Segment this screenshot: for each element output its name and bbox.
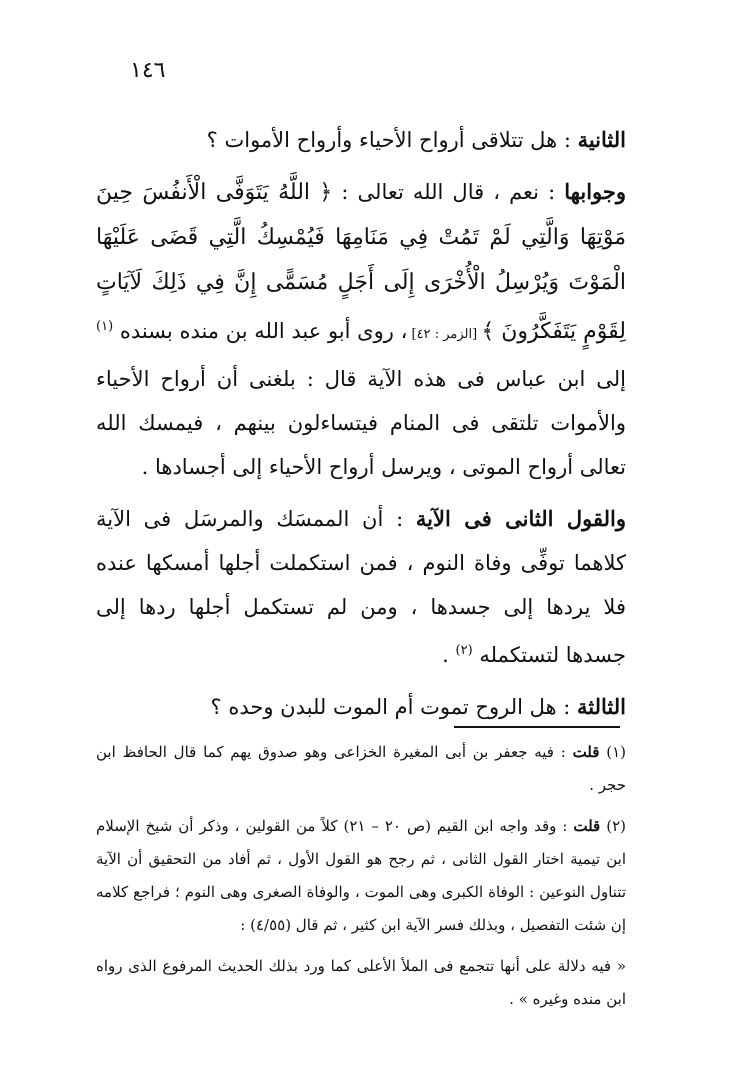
- footnote-label: قلت: [573, 817, 601, 835]
- answer-paragraph: [96, 170, 626, 489]
- verse-reference: [الزمر : ٤٢]: [407, 327, 482, 342]
- footnote-number: (١): [606, 743, 626, 761]
- second-opinion-paragraph: [96, 497, 626, 677]
- footnote-marker-2[interactable]: (٢): [455, 643, 473, 658]
- answer-after-reference: ، روى أبو عبد الله بن منده بسنده: [113, 319, 408, 343]
- footnote-quote: [96, 950, 626, 1016]
- question-three-label: الثالثة: [577, 694, 626, 719]
- footnote-number: (٢): [606, 817, 626, 835]
- footnote-2: [96, 810, 626, 942]
- footnote-label: قلت: [572, 743, 600, 761]
- answer-label: وجوابها: [564, 179, 626, 204]
- question-two-paragraph: [96, 118, 626, 162]
- footnotes: [96, 736, 626, 1016]
- main-text: [96, 118, 626, 729]
- question-two-label: الثانية: [577, 127, 626, 152]
- footnote-text: : فيه جعفر بن أبى المغيرة الخزاعى وهو صدوق يهم كما قال الحافظ ابن حجر .: [96, 743, 626, 794]
- question-three-paragraph: [96, 685, 626, 729]
- question-three-text: : هل الروح تموت أم الموت للبدن وحده ؟: [210, 695, 578, 719]
- second-opinion-label: والقول الثانى فى الآية: [415, 506, 626, 531]
- quran-verse: ﴿ اللَّهُ يَتَوَفَّى الْأَنفُسَ حِينَ مَوْتِهَا وَالَّتِي لَمْ تَمُتْ فِي مَنَامِهَا فَيُمْسِكُ الَّتِي قَضَى عَلَيْهَا الْمَوْتَ وَيُرْسِلُ الْأُخْرَى إِلَى أَجَلٍ مُسَمًّى إِنَّ فِي ذَلِكَ لَآيَاتٍ لِقَوْمٍ يَتَفَكَّرُونَ ﴾: [96, 180, 626, 344]
- footnote-quote-text: « فيه دلالة على أنها تتجمع فى الملأ الأعلى كما ورد بذلك الحديث المرفوع الذى رواه ابن منده وغيره » .: [96, 957, 626, 1008]
- page-number: ١٤٦: [130, 58, 166, 83]
- footnote-separator: [454, 726, 620, 728]
- footnote-text: : وقد واجه ابن القيم (ص ٢٠ – ٢١) كلاً من القولين ، وذكر أن شيخ الإسلام ابن تيمية اختار القول الثانى ، ثم رجح هو القول الأول ، ثم أفاد من التحقيق أن الآية تتناول النوعين : الوفاة الكبرى وهى الموت ، والوفاة الصغرى وهى النوم ؛ فراجع كلامه إن شئت التفصيل ، وبذلك فسر الآية ابن كثير ، ثم قال (٤/٥٥) :: [96, 817, 626, 934]
- answer-rest: إلى ابن عباس فى هذه الآية قال : بلغنى أن أرواح الأحياء والأموات تلتقى فى المنام فيتساءلون بينهم ، فيمسك الله تعالى أرواح الموتى ، ويرسل أرواح الأحياء إلى أجسادها .: [96, 367, 626, 479]
- answer-intro: : نعم ، قال الله تعالى :: [332, 180, 565, 204]
- second-opinion-end: .: [442, 643, 456, 667]
- question-two-text: : هل تتلاقى أرواح الأحياء وأرواح الأموات ؟: [206, 128, 578, 152]
- footnote-1: [96, 736, 626, 802]
- footnote-marker-1[interactable]: (١): [96, 319, 114, 334]
- second-opinion-text: : أن الممسَك والمرسَل فى الآية كلاهما توفِّى وفاة النوم ، فمن استكملت أجلها أمسكها عنده فلا يردها إلى جسدها ، ومن لم تستكمل أجلها ردها إلى جسدها لتستكمله: [96, 507, 626, 667]
